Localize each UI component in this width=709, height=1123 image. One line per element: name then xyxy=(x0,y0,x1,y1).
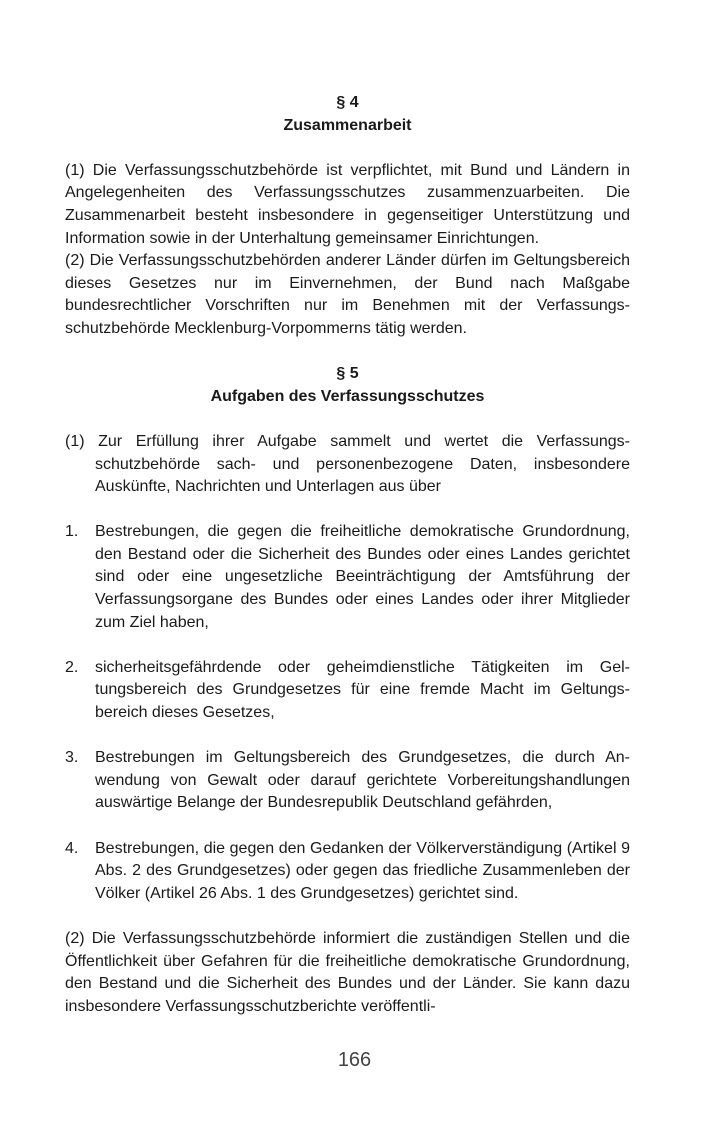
document-page xyxy=(65,92,630,1018)
section-number: § 4 xyxy=(336,94,359,111)
section-5-heading xyxy=(65,363,630,408)
section-title: Aufgaben des Verfassungsschutzes xyxy=(210,387,485,405)
list-text: sicherheitsgefährdende oder geheimdienstliche Tätigkeiten im Geltungsbereich des Grundgesetzes für eine fremde Macht im Geltungsbereich dieses Gesetzes, xyxy=(95,658,630,722)
list-number: 3. xyxy=(65,749,79,767)
section-5-paragraph-1: (1) Zur Erfüllung ihrer Aufgabe sammelt und wertet die Verfassungsschutzbehörde sach- und personenbezogene Daten, insbesondere Auskünfte, Nachrichten und Unterlagen aus über xyxy=(65,432,630,496)
section-title: Zusammenarbeit xyxy=(283,116,412,134)
list-number: 1. xyxy=(65,523,79,541)
list-item xyxy=(65,657,630,725)
section-4-paragraph-1: (1) Die Verfassungsschutzbehörde ist verpflichtet, mit Bund und Ländern in Angelegenheiten des Verfassungsschutzes zusammenzuarbeiten. Die Zusammenarbeit besteht insbesondere in gegenseitiger Unterstützung und Information sowie in der Unterhaltung gemeinsamer Einrichtungen. xyxy=(65,161,630,247)
section-number: § 5 xyxy=(336,365,359,383)
list-text: Bestrebungen, die gegen den Gedanken der Völkerverständigung (Artikel 9 Abs. 2 des Grundgesetzes) oder gegen das friedliche Zusammenleben der Völker (Artikel 26 Abs. 1 des Grundgesetzes) gerichtet sind. xyxy=(95,839,630,902)
section-4-paragraph-2: (2) Die Verfassungsschutzbehörden anderer Länder dürfen im Geltungsbereich dieses Gesetzes nur im Einvernehmen, der Bund nach Maßgabe bundesrechtlicher Vorschriften nur im Benehmen mit der Verfassungsschutzbehörde Mecklenburg-Vorpommerns tätig werden. xyxy=(65,252,630,337)
list-number: 4. xyxy=(65,839,79,857)
section-5-paragraph-2: (2) Die Verfassungsschutzbehörde informiert die zuständigen Stellen und die Öffentlichkeit über Gefahren für die freiheitliche demokratische Grundordnung, den Bestand und die Sicherheit des Bundes und der Länder. Sie kann dazu insbesondere Verfassungsschutzberichte veröffentli- xyxy=(65,929,630,1015)
section-4-heading xyxy=(65,92,630,137)
list-number: 2. xyxy=(65,658,79,676)
list-text: Bestrebungen, die gegen die freiheitliche demokratische Grundordnung, den Bestand oder die Sicherheit des Bundes oder eines Landes gerichtet sind oder eine ungesetzliche Beeinträchtigung der Amtsführung der Verfassungsorgane des Bundes oder eines Landes oder ihrer Mitglieder zum Ziel haben, xyxy=(95,523,630,631)
page-number: 166 xyxy=(337,1049,372,1071)
list-item xyxy=(65,521,630,634)
list-text: Bestrebungen im Geltungsbereich des Grundgesetzes, die durch Anwendung von Gewalt oder darauf gerichtete Vorbereitungshandlungen auswärtige Belange der Bundesrepublik Deutschland gefährden, xyxy=(95,749,630,812)
list-item xyxy=(65,747,630,815)
list-item xyxy=(65,838,630,906)
